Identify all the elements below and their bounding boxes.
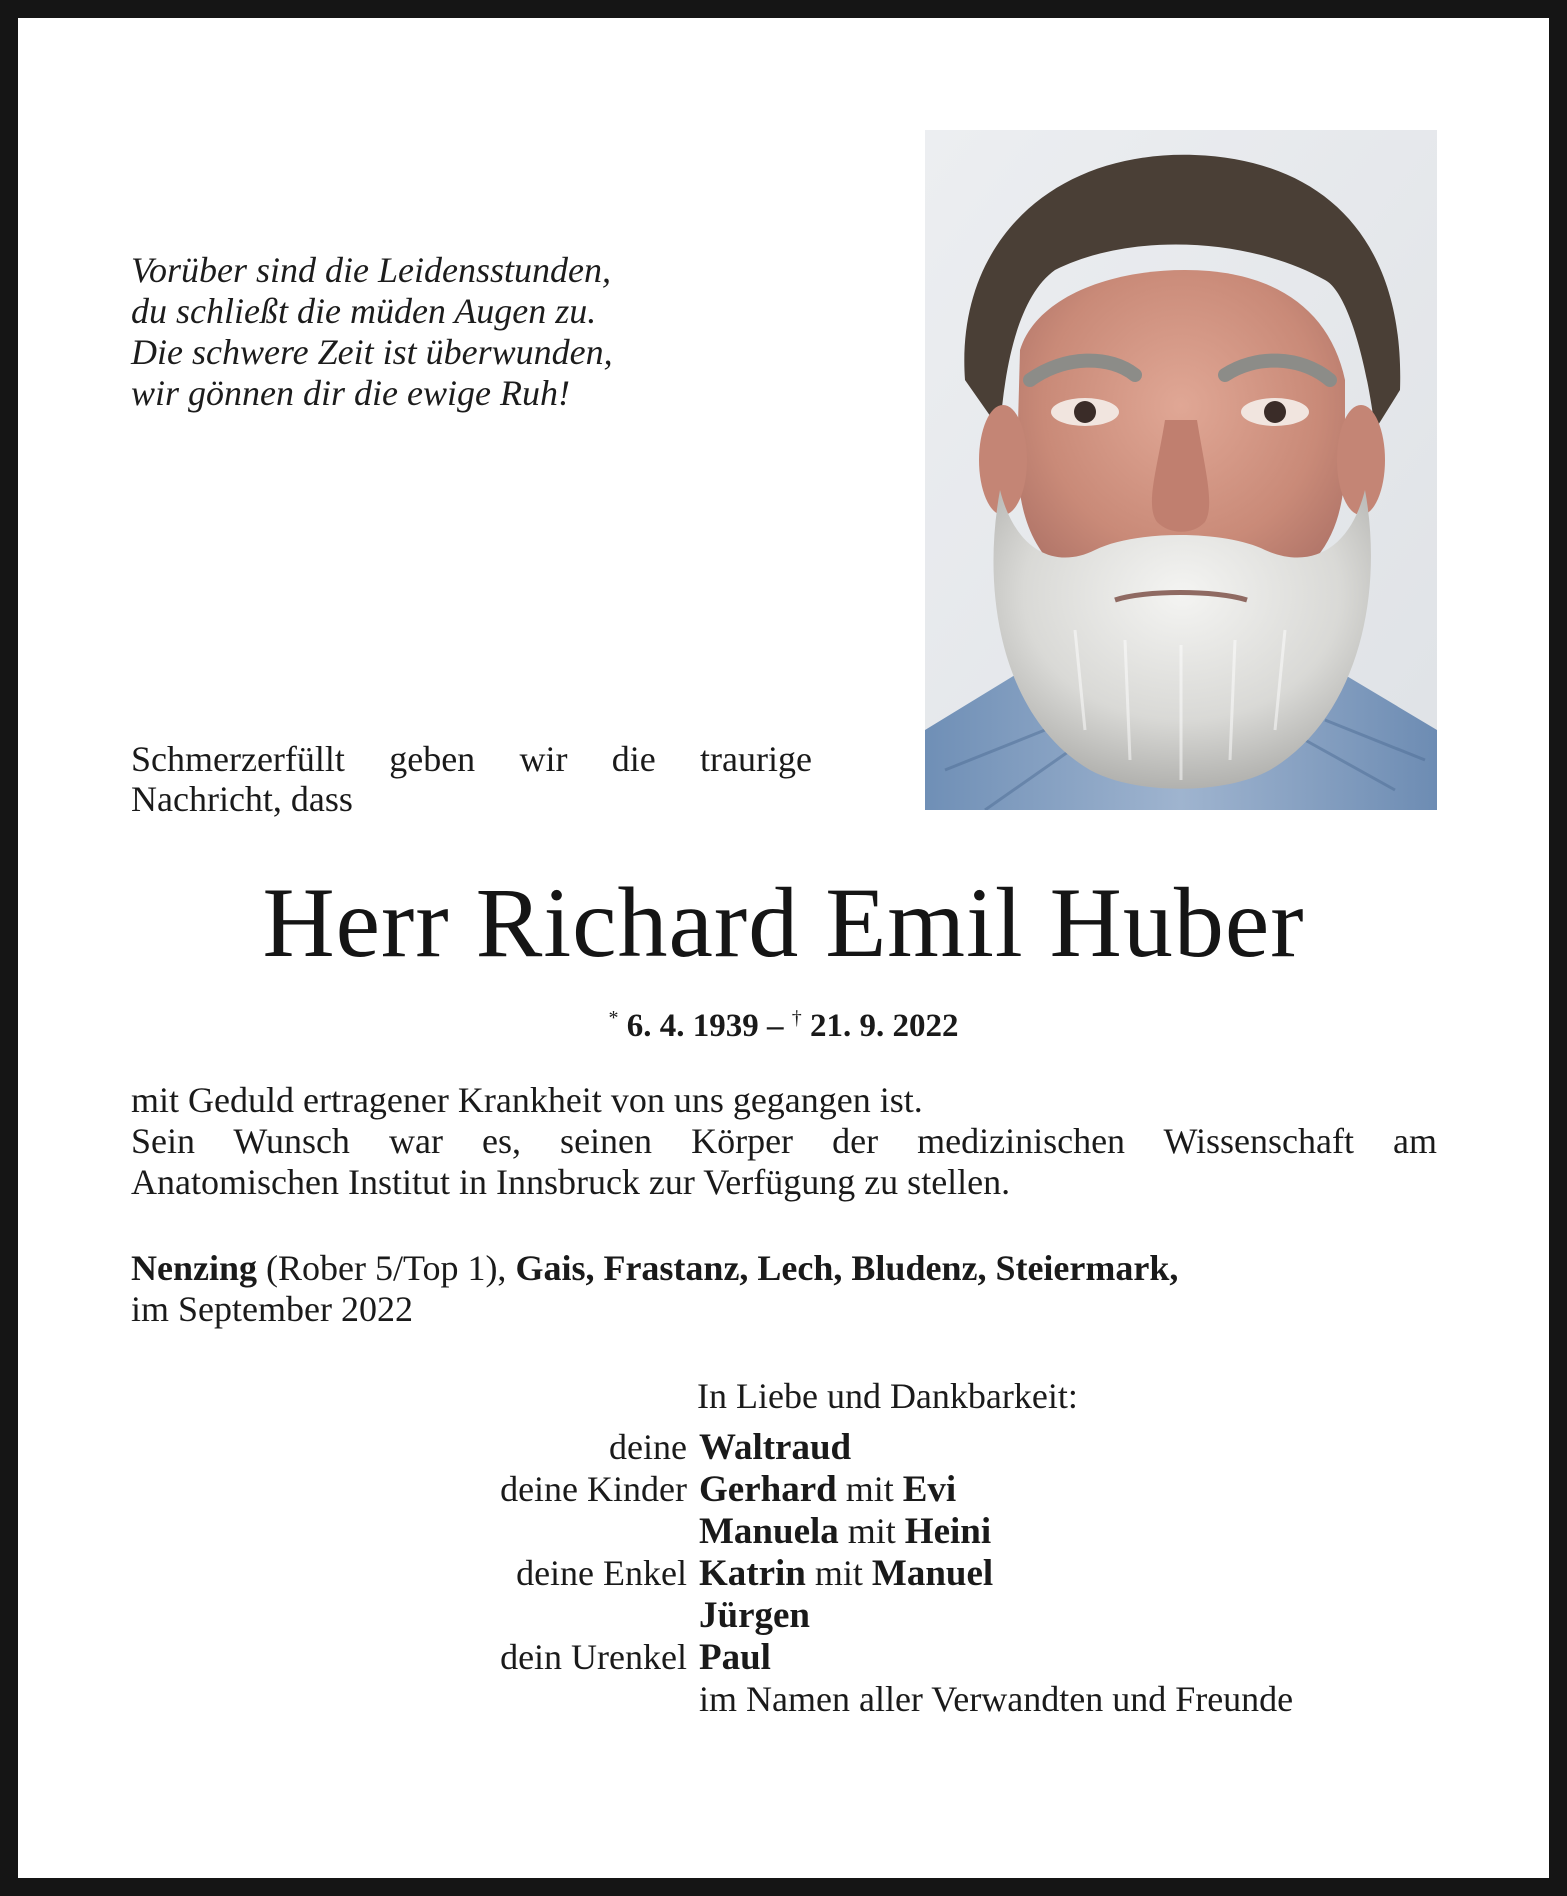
- poem-line: wir gönnen dir die ewige Ruh!: [131, 373, 570, 413]
- life-dates: [0, 998, 1567, 1046]
- family-name: Gerhard: [699, 1469, 837, 1510]
- family-label: deine Enkel: [516, 1553, 687, 1593]
- death-symbol: †: [791, 1007, 802, 1029]
- birth-symbol: *: [608, 1007, 619, 1029]
- family-name: Katrin: [699, 1553, 806, 1594]
- place-others: Gais, Frastanz, Lech, Bludenz, Steiermark,: [515, 1248, 1179, 1288]
- family-name: Manuela: [699, 1511, 839, 1552]
- family-row: [200, 1510, 1460, 1552]
- family-label: deine: [609, 1427, 687, 1467]
- family-label: [200, 1678, 699, 1720]
- poem: [131, 250, 851, 414]
- place-date: im September 2022: [131, 1289, 413, 1329]
- intro-line: Schmerzerfüllt geben wir die traurige: [131, 739, 812, 779]
- family-label: [200, 1510, 699, 1552]
- birth-date: 6. 4. 1939: [626, 1008, 759, 1044]
- poem-line: Vorüber sind die Leidensstunden,: [131, 250, 611, 290]
- family-name: Manuel: [871, 1553, 994, 1594]
- family-label: dein Urenkel: [500, 1637, 687, 1677]
- family-final: im Namen aller Verwandten und Freunde: [699, 1679, 1294, 1719]
- family-name: Evi: [902, 1469, 957, 1510]
- family-conj: mit: [838, 1511, 905, 1551]
- intro-line: Nachricht, dass: [131, 779, 353, 819]
- family-name: Waltraud: [699, 1427, 852, 1468]
- place-town: Nenzing: [131, 1248, 257, 1288]
- family-row: [200, 1552, 1460, 1594]
- deceased-name: Herr Richard Emil Huber: [262, 867, 1305, 978]
- places-date: [131, 1248, 1437, 1330]
- date-separator: –: [758, 1008, 792, 1044]
- family-label: [200, 1594, 699, 1636]
- body-line: mit Geduld ertragener Krankheit von uns gegangen ist.: [131, 1080, 923, 1120]
- body-line: Sein Wunsch war es, seinen Körper der medizinischen Wissenschaft am: [131, 1121, 1437, 1161]
- place-address: (Rober 5/Top 1),: [257, 1248, 516, 1288]
- family-name: Heini: [904, 1511, 992, 1552]
- portrait-photo: [925, 130, 1437, 810]
- places-line: [131, 1248, 1437, 1289]
- family-row: [200, 1468, 1460, 1510]
- intro-text: [131, 739, 812, 819]
- family-list: [200, 1426, 1460, 1720]
- family-row: [200, 1594, 1460, 1636]
- family-row: [200, 1636, 1460, 1678]
- family-row: [200, 1426, 1460, 1468]
- poem-line: du schließt die müden Augen zu.: [131, 291, 597, 331]
- death-date: 21. 9. 2022: [810, 1008, 959, 1044]
- body-text: [131, 1080, 1437, 1203]
- family-name: Paul: [699, 1637, 771, 1678]
- family-conj: mit: [836, 1469, 903, 1509]
- family-label: deine Kinder: [500, 1469, 687, 1509]
- family-row: [200, 1678, 1460, 1720]
- family-conj: mit: [805, 1553, 872, 1593]
- body-line: Anatomischen Institut in Innsbruck zur Verfügung zu stellen.: [131, 1162, 1011, 1202]
- poem-line: Die schwere Zeit ist überwunden,: [131, 332, 613, 372]
- family-name: Jürgen: [699, 1595, 810, 1636]
- thanks-line: In Liebe und Dankbarkeit:: [697, 1376, 1078, 1416]
